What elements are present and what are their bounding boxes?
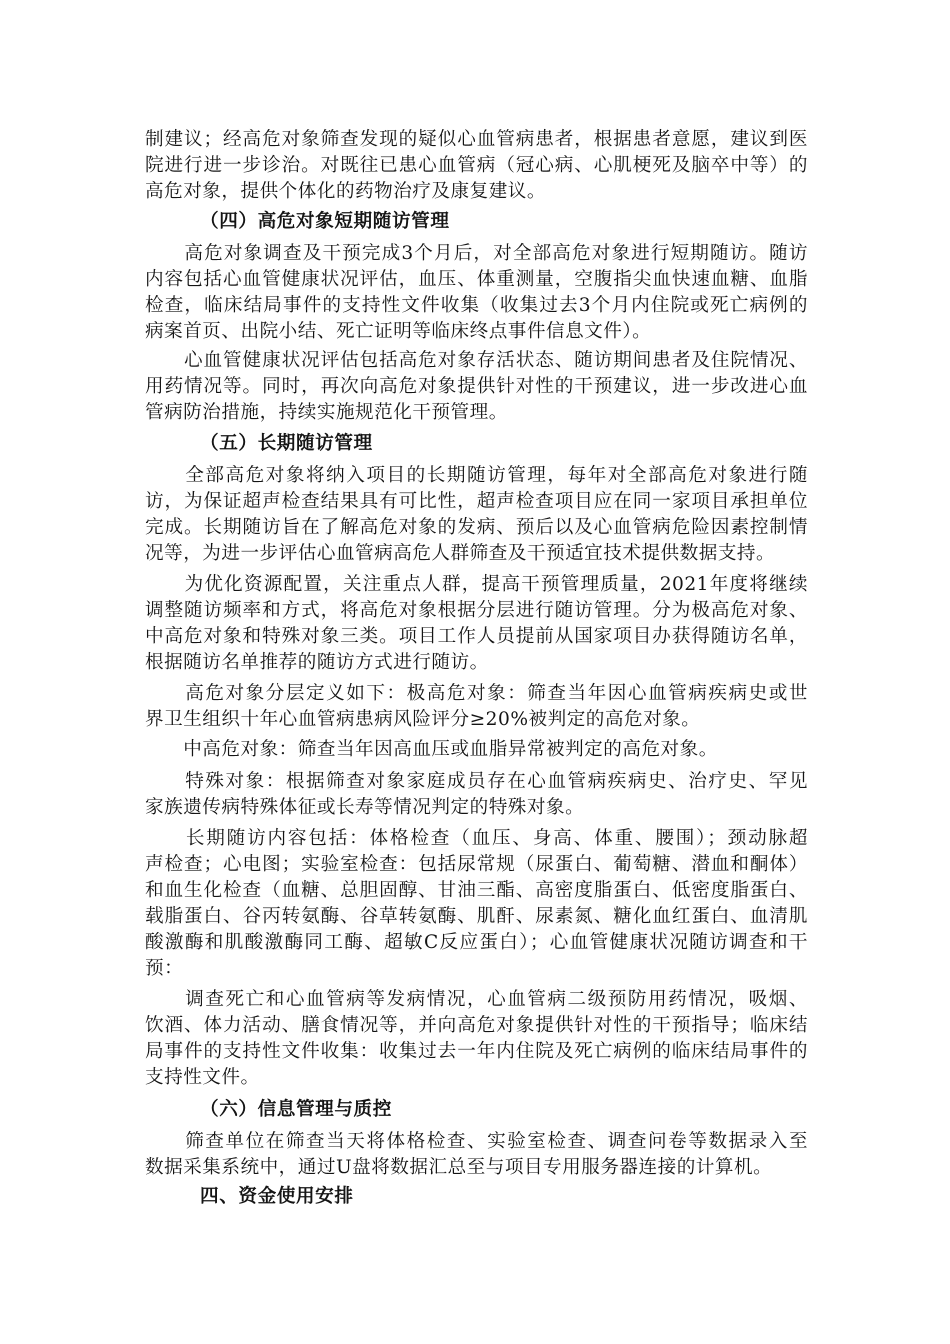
text-line: 预： [145,958,184,979]
text-line: 病案首页、出院小结、死亡证明等临床终点事件信息文件）。 [145,321,652,342]
para-10 [145,987,808,1091]
text-line: 院进行进一步诊治。对既往已患心血管病（冠心病、心肌梗死及脑卒中等）的 [145,155,808,176]
text-line: 全部高危对象将纳入项目的长期随访管理，每年对全部高危对象进行随 [145,465,808,486]
text-line: 高危对象调查及干预完成3个月后，对全部高危对象进行短期随访。随访 [145,243,808,264]
text-line: 制建议；经高危对象筛查发现的疑似心血管病患者，根据患者意愿，建议到医 [145,129,808,150]
text-line: 特殊对象：根据筛查对象家庭成员存在心血管病疾病史、治疗史、罕见 [145,771,808,792]
para-9 [145,826,808,982]
section-heading-5: （五）长期随访管理 [200,433,373,454]
para-8 [145,769,808,821]
text-line: 局事件的支持性文件收集：收集过去一年内住院及死亡病例的临床结局事件的 [145,1041,808,1062]
text-line: 声检查；心电图；实验室检查：包括尿常规（尿蛋白、葡萄糖、潜血和酮体） [145,854,808,875]
para-5 [145,572,808,676]
text-line: 心血管健康状况评估包括高危对象存活状态、随访期间患者及住院情况、 [145,350,808,371]
section-heading-4: （四）高危对象短期随访管理 [200,211,450,232]
para-6 [145,681,808,733]
text-line: 调整随访频率和方式，将高危对象根据分层进行随访管理。分为极高危对象、 [145,600,808,621]
text-line: 调查死亡和心血管病等发病情况，心血管病二级预防用药情况，吸烟、 [145,989,808,1010]
text-line: 检查，临床结局事件的支持性文件收集（收集过去3个月内住院或死亡病例的 [145,295,808,316]
text-line: 用药情况等。同时，再次向高危对象提供针对性的干预建议，进一步改进心血 [145,376,808,397]
text-line: 长期随访内容包括：体格检查（血压、身高、体重、腰围）；颈动脉超 [145,828,808,849]
para-11 [145,1129,808,1181]
text-line: 界卫生组织十年心血管病患病风险评分≥20%被判定的高危对象。 [145,709,701,730]
para-1 [145,127,808,205]
text-line: 酸激酶和肌酸激酶同工酶、超敏C反应蛋白）；心血管健康状况随访调查和干 [145,932,808,953]
text-line: 数据采集系统中，通过U盘将数据汇总至与项目专用服务器连接的计算机。 [145,1157,773,1178]
text-line: 管病防治措施，持续实施规范化干预管理。 [145,402,508,423]
text-line: 高危对象，提供个体化的药物治疗及康复建议。 [145,181,546,202]
para-3 [145,348,808,426]
section-heading-four: 四、资金使用安排 [200,1186,354,1207]
text-line: 家族遗传病特殊体征或长寿等情况判定的特殊对象。 [145,797,585,818]
text-line: 筛查单位在筛查当天将体格检查、实验室检查、调查问卷等数据录入至 [145,1131,808,1152]
text-line: 高危对象分层定义如下：极高危对象：筛查当年因心血管病疾病史或世 [145,683,808,704]
text-line: 中高危对象：筛查当年因高血压或血脂异常被判定的高危对象。 [145,739,718,760]
text-line: 中高危对象和特殊对象三类。项目工作人员提前从国家项目办获得随访名单， [145,626,808,647]
text-line: 支持性文件。 [145,1067,260,1088]
text-line: 内容包括心血管健康状况评估，血压、体重测量，空腹指尖血快速血糖、血脂 [145,269,808,290]
text-line: 访，为保证超声检查结果具有可比性，超声检查项目应在同一家项目承担单位 [145,491,808,512]
para-2 [145,241,808,345]
text-line: 载脂蛋白、谷丙转氨酶、谷草转氨酶、肌酐、尿素氮、糖化血红蛋白、血清肌 [145,906,808,927]
text-line: 和血生化检查（血糖、总胆固醇、甘油三酯、高密度脂蛋白、低密度脂蛋白、 [145,880,808,901]
text-line: 完成。长期随访旨在了解高危对象的发病、预后以及心血管病危险因素控制情 [145,517,808,538]
section-heading-6: （六）信息管理与质控 [200,1099,392,1120]
text-line: 饮酒、体力活动、膳食情况等，并向高危对象提供针对性的干预指导；临床结 [145,1015,808,1036]
para-4 [145,463,808,567]
text-line: 根据随访名单推荐的随访方式进行随访。 [145,652,489,673]
para-7 [145,737,808,763]
text-line: 为优化资源配置，关注重点人群，提高干预管理质量，2021年度将继续 [145,574,808,595]
text-line: 况等，为进一步评估心血管病高危人群筛查及干预适宜技术提供数据支持。 [145,543,776,564]
